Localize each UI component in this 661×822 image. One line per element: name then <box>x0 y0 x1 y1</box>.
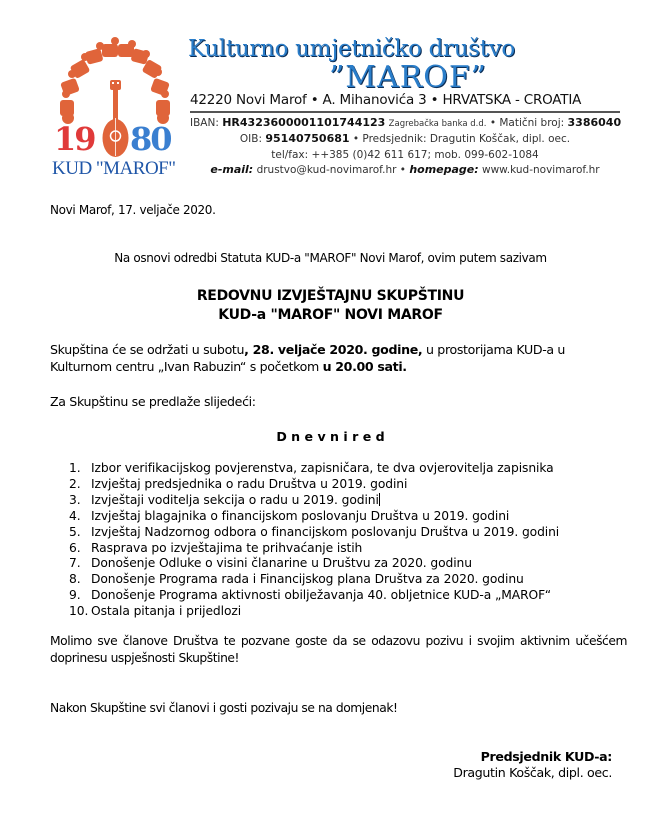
agenda-item-number: 3. <box>69 492 81 507</box>
meeting-paragraph-line-1 <box>50 342 565 357</box>
bank-name: Zagrebačka banka d.d. <box>388 119 487 129</box>
iban-value: HR4323600001101744123 <box>222 116 386 129</box>
signature-title: Predsjednik KUD-a: <box>480 749 612 764</box>
agenda-item-number: 5. <box>69 524 81 539</box>
agenda-item-text: Izvještaj blagajnika o financijskom poslovanju Društva u 2019. godini <box>91 508 510 523</box>
agenda-item-number: 9. <box>69 588 81 603</box>
agenda-title: D n e v n i r e d <box>276 429 385 444</box>
meeting-paragraph-line-2 <box>50 359 407 374</box>
logo-name-prefix: KUD <box>52 158 96 179</box>
meeting-time: u 20.00 sati. <box>322 359 407 374</box>
agenda-item-number: 4. <box>69 508 81 523</box>
text-cursor <box>379 493 380 506</box>
iban-label: IBAN: <box>190 117 219 129</box>
homepage-link[interactable]: www.kud-novimarof.hr <box>482 164 600 176</box>
letterhead-phone-line: tel/fax: ++385 (0)42 611 617; mob. 099-602-1084 <box>271 149 539 161</box>
signature-name: Dragutin Koščak, dipl. oec. <box>453 765 612 780</box>
logo-year-left: 19 <box>54 120 95 158</box>
agenda-item-number: 6. <box>69 540 81 555</box>
agenda-item-text: Izvještaj Nadzornog odbora o financijskom poslovanju Društva u 2019. godini <box>91 524 560 539</box>
logo-name <box>52 158 176 180</box>
logo-year-right: 80 <box>130 120 171 158</box>
agenda-item-number: 10. <box>69 604 89 619</box>
agenda-item-text: Izvještaj predsjednika o radu Društva u 2019. godini <box>91 476 408 491</box>
oib-label: OIB: <box>239 133 263 145</box>
agenda-item-number: 7. <box>69 556 81 571</box>
mb-value: 3386040 <box>567 116 622 129</box>
oib-value: 95140750681 <box>265 132 350 145</box>
bullet-separator: • <box>399 164 406 176</box>
agenda-item <box>69 604 559 620</box>
kud-marof-logo <box>48 36 183 184</box>
agenda-item-number: 2. <box>69 476 81 491</box>
mb-label: • Matični broj: <box>489 117 565 129</box>
letterhead-oib-line <box>190 132 620 146</box>
agenda-item <box>69 509 559 525</box>
agenda-item-text: Donošenje Odluke o visini članarine u Društvu za 2020. godinu <box>91 556 472 571</box>
president-line: • Predsjednik: Dragutin Koščak, dipl. oec. <box>352 133 571 145</box>
agenda-item <box>69 493 559 509</box>
intro-line: Na osnovi odredbi Statuta KUD-a "MAROF" Novi Marof, ovim putem sazivam <box>114 251 547 265</box>
agenda-item <box>69 556 559 572</box>
heading-line-1: REDOVNU IZVJEŠTAJNU SKUPŠTINU <box>196 288 465 304</box>
email-link[interactable]: drustvo@kud-novimarof.hr <box>256 164 397 176</box>
agenda-item <box>69 477 559 493</box>
meeting-text-1: Skupština će se održati u subotu <box>50 342 245 357</box>
agenda-item-text: Izbor verifikacijskog povjerenstva, zapisničara, te dva ovjerovitelja zapisnika <box>91 461 554 475</box>
homepage-label: homepage: <box>409 163 479 176</box>
letterhead-title: Kulturno umjetničko društvo <box>188 36 515 62</box>
agenda-item-text: Ostala pitanja i prijedlozi <box>91 604 242 619</box>
closing-paragraph: Molimo sve članove Društva te pozvane goste da se odazovu pozivu i svojim aktivnim učešćem doprinesu uspješnosti Skupštine! <box>50 634 627 665</box>
date-line: Novi Marof, 17. veljače 2020. <box>50 203 216 217</box>
agenda-item-text: Rasprava po izvještajima te prihvaćanje istih <box>91 540 363 555</box>
agenda-list <box>69 461 559 620</box>
agenda-item <box>69 541 559 557</box>
agenda-item <box>69 525 559 541</box>
agenda-item <box>69 461 559 477</box>
agenda-item <box>69 588 559 604</box>
agenda-item-number: 1. <box>69 461 81 475</box>
invitation-line: Nakon Skupštine svi članovi i gosti pozivaju se na domjenak! <box>50 701 398 715</box>
email-label: e-mail: <box>210 163 254 176</box>
agenda-item <box>69 572 559 588</box>
heading-line-2: KUD-a "MAROF" NOVI MAROF <box>218 307 443 323</box>
meeting-text-2: u prostorijama KUD-a u <box>422 342 566 357</box>
agenda-item-text: Donošenje Programa aktivnosti obilježavanja 40. obljetnice KUD-a „MAROF“ <box>91 588 552 603</box>
agenda-item-number: 8. <box>69 572 81 587</box>
logo-name-main: "MAROF" <box>95 158 176 179</box>
letterhead-bank-line <box>190 116 620 131</box>
proposal-line: Za Skupštinu se predlaže slijedeći: <box>50 394 256 409</box>
letterhead-divider <box>190 111 620 113</box>
meeting-text-3: Kulturnom centru „Ivan Rabuzin“ s početkom <box>50 359 323 374</box>
meeting-date: , 28. veljače 2020. godine, <box>244 342 423 357</box>
agenda-item-text: Izvještaji voditelja sekcija o radu u 2019. godini <box>91 492 379 507</box>
agenda-item-text: Donošenje Programa rada i Financijskog plana Društva za 2020. godinu <box>91 572 524 587</box>
letterhead-address: 42220 Novi Marof • A. Mihanovića 3 • HRVATSKA - CROATIA <box>190 92 582 108</box>
letterhead-name: ”MAROF” <box>328 60 488 95</box>
letterhead-contact-line <box>190 163 620 177</box>
